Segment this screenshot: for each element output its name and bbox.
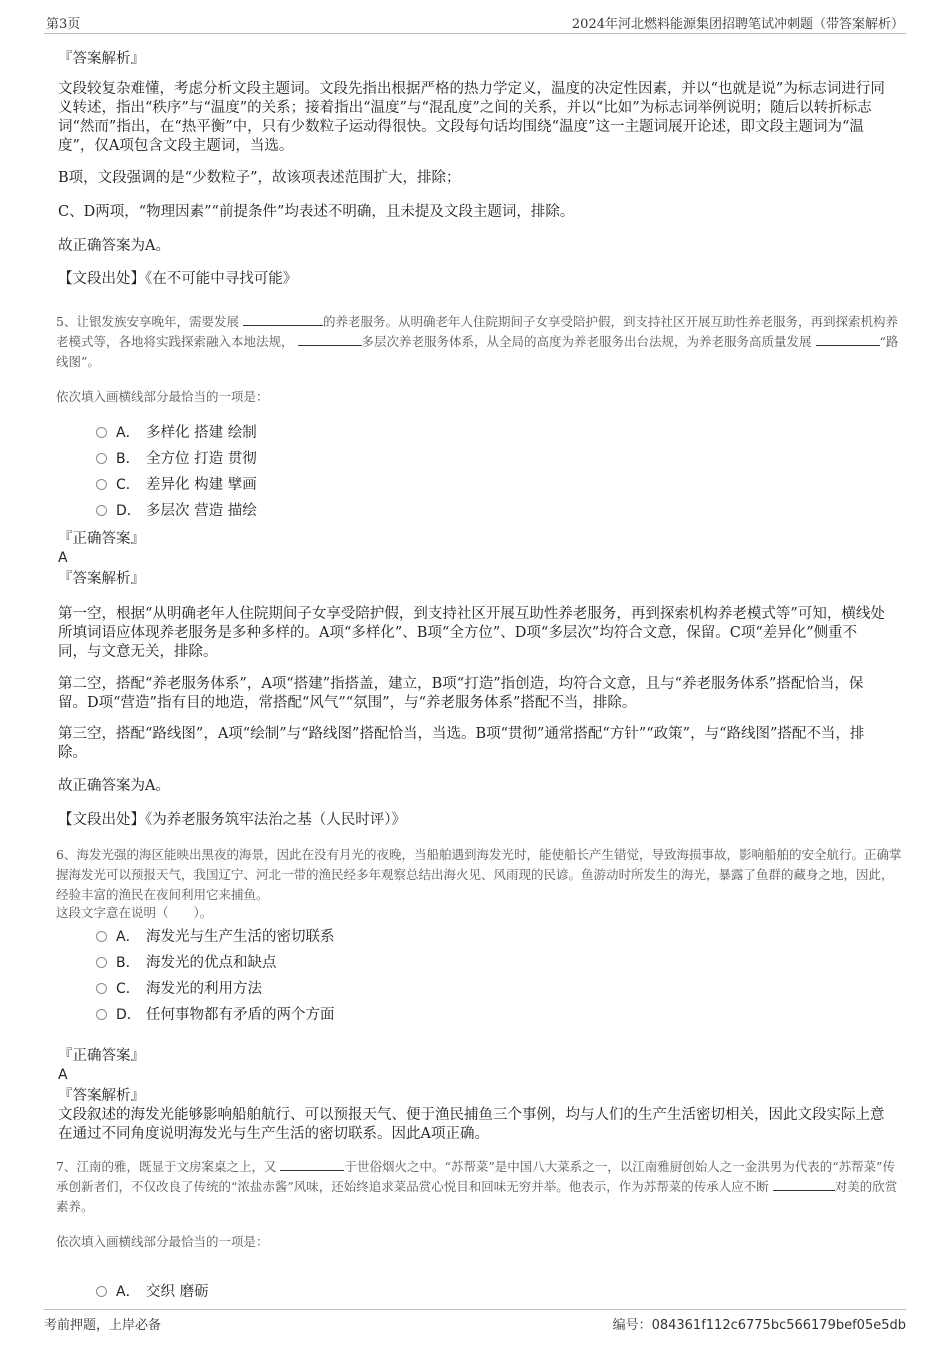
option-letter: B． bbox=[116, 955, 140, 971]
q6-stem: 6、海发光强的海区能映出黑夜的海景，因此在没有月光的夜晚，当船舶遇到海发光时，能使船长产生错觉，导致海损事故，影响船舶的安全航行。正确掌握海发光可以预报天气，我国辽宁、河北一带的渔民经多年观察总结出海火见、风雨现的民谚。鱼游动时所发生的海光，暴露了鱼群的藏身之地，因此，经验丰富的渔民在夜间利用它来捕鱼。 bbox=[56, 847, 902, 902]
q5-correct-answer: A bbox=[58, 550, 68, 566]
document-title: 2024年河北燃料能源集团招聘笔试冲刺题（带答案解析） bbox=[571, 17, 904, 32]
q6-analysis-p1: 文段叙述的海发光能够影响船舶航行、可以预报天气、便于渔民捕鱼三个事例，均与人们的生产生活密切相关，因此文段实际上意在通过不同角度说明海发光与生产生活的密切联系。因此A项正确。 bbox=[58, 1107, 885, 1142]
q4-analysis-label: 『答案解析』 bbox=[58, 51, 145, 67]
q7-stem bbox=[56, 1157, 902, 1217]
q4-source: 【文段出处】《在不可能中寻找可能》 bbox=[58, 271, 298, 287]
option-text: 海发光的利用方法 bbox=[146, 981, 262, 997]
option-text: 海发光与生产生活的密切联系 bbox=[146, 929, 335, 945]
q5-stem bbox=[56, 312, 902, 372]
option-text: 多样化 搭建 绘制 bbox=[146, 425, 257, 441]
q5-option-c[interactable] bbox=[96, 476, 257, 494]
header-divider bbox=[44, 33, 906, 34]
footer-code-value: 084361f112c6775bc566179bef05e5db bbox=[651, 1318, 906, 1333]
option-letter: C． bbox=[116, 477, 140, 493]
q5-option-a[interactable] bbox=[96, 424, 257, 442]
q6-option-d[interactable] bbox=[96, 1006, 335, 1024]
radio-icon[interactable] bbox=[96, 427, 107, 438]
q5-source: 【文段出处】《为养老服务筑牢法治之基（人民时评）》 bbox=[58, 812, 406, 828]
q4-conclusion: 故正确答案为A。 bbox=[58, 238, 170, 254]
footer-code-label: 编号： bbox=[612, 1318, 652, 1333]
footer-divider bbox=[44, 1309, 906, 1310]
radio-icon[interactable] bbox=[96, 1009, 107, 1020]
option-letter: D． bbox=[116, 503, 141, 519]
q5-stem-part-a: 5、让银发族安享晚年，需要发展 bbox=[56, 314, 239, 329]
option-letter: D． bbox=[116, 1007, 141, 1023]
q7-prompt: 依次填入画横线部分最恰当的一项是： bbox=[56, 1234, 269, 1249]
q6-option-b[interactable] bbox=[96, 954, 277, 972]
page-number: 第3页 bbox=[46, 17, 81, 32]
option-text: 任何事物都有矛盾的两个方面 bbox=[146, 1007, 335, 1023]
q5-correct-label: 『正确答案』 bbox=[58, 531, 145, 547]
q5-blank-2 bbox=[298, 333, 362, 346]
q7-blank-1 bbox=[280, 1158, 344, 1171]
q6-prompt: 这段文字意在说明（ ）。 bbox=[56, 905, 213, 920]
q5-analysis-p2: 第二空，搭配“养老服务体系”，A项“搭建”指搭盖，建立，B项“打造”指创造，均符合文意，且与“养老服务体系”搭配恰当，保留。D项“营造”指有目的地造，常搭配“风气”“氛围”，与“养老服务体系”搭配不当，排除。 bbox=[58, 676, 864, 711]
radio-icon[interactable] bbox=[96, 505, 107, 516]
q5-blank-3 bbox=[816, 333, 880, 346]
option-text: 交织 磨砺 bbox=[146, 1284, 209, 1300]
q5-blank-1 bbox=[243, 313, 323, 326]
q5-stem-part-c: 多层次养老服务体系，从全局的高度为养老服务出台法规，为养老服务高质量发展 bbox=[361, 334, 812, 349]
option-text: 多层次 营造 描绘 bbox=[146, 503, 257, 519]
q5-analysis-label: 『答案解析』 bbox=[58, 571, 145, 587]
option-letter: C． bbox=[116, 981, 140, 997]
q7-stem-part-a: 7、江南的雅，既显于文房案桌之上，又 bbox=[56, 1159, 277, 1174]
option-letter: A． bbox=[116, 929, 140, 945]
q4-analysis-p3: C、D两项，“物理因素”“前提条件”均表述不明确，且未提及文段主题词，排除。 bbox=[58, 204, 575, 220]
footer-code bbox=[613, 1314, 906, 1333]
q6-option-a[interactable] bbox=[96, 928, 335, 946]
q7-blank-2 bbox=[773, 1178, 835, 1191]
option-text: 全方位 打造 贯彻 bbox=[146, 451, 257, 467]
q4-analysis-p2: B项，文段强调的是“少数粒子”，故该项表述范围扩大，排除； bbox=[58, 170, 461, 186]
q6-correct-answer: A bbox=[58, 1067, 68, 1083]
q7-option-a[interactable] bbox=[96, 1283, 209, 1301]
q5-conclusion: 故正确答案为A。 bbox=[58, 778, 170, 794]
q7-stem-part-c: 对美的欣赏素养。 bbox=[56, 1179, 898, 1214]
radio-icon[interactable] bbox=[96, 479, 107, 490]
radio-icon[interactable] bbox=[96, 453, 107, 464]
q7-stem-part-b: 于世俗烟火之中。“苏帮菜”是中国八大菜系之一，以江南雅厨创始人之一金洪男为代表的“苏帮菜”传承创新者们，不仅改良了传统的“浓盐赤酱”风味，还始终追求菜品赏心悦目和回味无穷并举。他表示，作为苏帮菜的传承人应不断 bbox=[56, 1159, 896, 1194]
radio-icon[interactable] bbox=[96, 931, 107, 942]
q4-analysis-p1: 文段较复杂难懂，考虑分析文段主题词。文段先指出根据严格的热力学定义，温度的决定性因素，并以“也就是说”为标志词进行同义转述，指出“秩序”与“温度”的关系；接着指出“温度”与“混乱度”之间的关系，并以“比如”为标志词举例说明；随后以转折标志词“然而”指出，在“热平衡”中，只有少数粒子运动得很快。文段每句话均围绕“温度”这一主题词展开论述，即文段主题词为“温度”，仅A项包含文段主题词，当选。 bbox=[58, 81, 885, 154]
footer-slogan: 考前押题，上岸必备 bbox=[44, 1318, 162, 1333]
q5-prompt: 依次填入画横线部分最恰当的一项是： bbox=[56, 389, 269, 404]
radio-icon[interactable] bbox=[96, 957, 107, 968]
option-letter: B． bbox=[116, 451, 140, 467]
q6-analysis-label: 『答案解析』 bbox=[58, 1088, 145, 1104]
option-letter: A． bbox=[116, 425, 140, 441]
q5-analysis-p1: 第一空，根据“从明确老年人住院期间子女享受陪护假，到支持社区开展互助性养老服务，再到探索机构养老模式等”可知，横线处所填词语应体现养老服务是多种多样的。A项“多样化”、B项“全方位”、D项“多层次”均符合文意，保留。C项“差异化”侧重不同，与文意无关，排除。 bbox=[58, 606, 885, 660]
q5-analysis-p3: 第三空，搭配“路线图”，A项“绘制”与“路线图”搭配恰当，当选。B项“贯彻”通常搭配“方针”“政策”，与“路线图”搭配不当，排除。 bbox=[58, 726, 865, 761]
option-letter: A． bbox=[116, 1284, 140, 1300]
q5-option-d[interactable] bbox=[96, 502, 257, 520]
option-text: 差异化 构建 擘画 bbox=[146, 477, 257, 493]
q5-stem-part-d: “路线图”。 bbox=[56, 334, 899, 369]
q6-correct-label: 『正确答案』 bbox=[58, 1048, 145, 1064]
option-text: 海发光的优点和缺点 bbox=[146, 955, 277, 971]
q5-option-b[interactable] bbox=[96, 450, 257, 468]
q6-option-c[interactable] bbox=[96, 980, 262, 998]
q5-stem-part-b: 的养老服务。从明确老年人住院期间子女享受陪护假，到支持社区开展互助性养老服务，再到探索机构养老模式等，各地将实践探索融入本地法规， bbox=[56, 314, 898, 349]
radio-icon[interactable] bbox=[96, 983, 107, 994]
radio-icon[interactable] bbox=[96, 1286, 107, 1297]
